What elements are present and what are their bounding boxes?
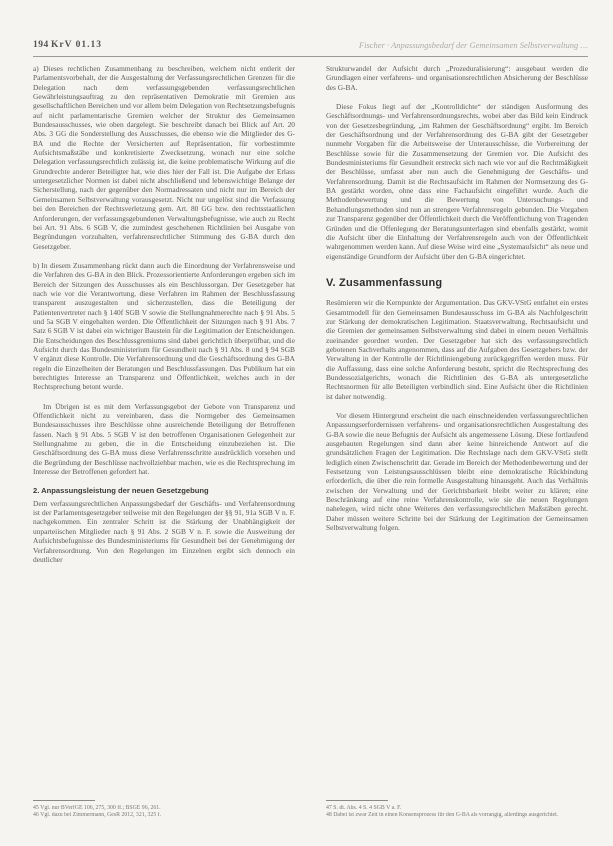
footnote-divider: [326, 800, 388, 801]
footnote-divider: [33, 800, 95, 801]
header-divider: [33, 56, 588, 57]
footnote: 45 Vgl. nur BVerfGE 106, 275, 300 ff.; BSGE 96, 261.: [33, 805, 161, 811]
paragraph: Vor diesem Hintergrund erscheint die nach einschneidenden verfassungsrechtlichen Anpassungserfordernissen verfahrens- und organisationsrechtlichen Ausgestaltung des G-BA sowie die neue Befugnis der Aufsicht als angemessene Lösung. Diese fortlaufend ausgebauten Regelungen sind dann aber keine hinreichende Antwort auf die grundsätzlichen Fragen der Legitimation. Die Rechtslage nach dem GKV-VStG stellt lediglich einen Zwischenschritt dar. Gerade im Bereich der Methodenbewertung und der Festsetzung von Leistungsausschlüssen bleibt eine demokratische Rückbindung erforderlich, die über die rein formelle Ausgestaltung hinausgeht. Auch das Verhältnis zwischen der Verwaltung und der Gerichtsbarkeit bleibt weiter zu klären; eine Beschränkung auf eine reine Verfahrenskontrolle, wie sie die neuen Regelungen nahelegen, wird nicht ohne Weiteres den verfassungsrechtlichen Maßstäben gerecht. Daher müssen weitere Schritte bei der Stärkung der Legitimation der Gemeinsamen Selbstverwaltung folgen.: [326, 411, 588, 533]
page-number: 194: [33, 40, 49, 50]
paragraph: Resümieren wir die Kernpunkte der Argumentation. Das GKV-VStG entfaltet ein erstes Gesamtmodell für den Gemeinsamen Bundesausschuss im G-BA als Nachfolgeschritt zur Stärkung der demokratischen Legitimation. Staatsverwaltung, Rechtsaufsicht und die Gremien der gemeinsamen Selbstverwaltung sind dabei in einem neuen Verhältnis zueinander geordnet worden. Der Gesetzgeber hat sich des verfassungsrechtlich gebotenen Sachverhalts angenommen, dass auf die Aufgaben des Gesetzgebers bzw. der Verwaltung in der Kontrolle der Richtliniengebung zurückgegriffen werden muss. Für die Auffassung, dass eine solche Anforderung besteht, spricht die Rechtsprechung des Bundessozialgerichts, wonach die Richtlinien des G-BA als untergesetzliche Rechtsnormen für alle Beteiligten verbindlich sind. Eine Aufsicht über die Richtlinien ist daher notwendig.: [326, 298, 588, 401]
paragraph: Strukturwandel der Aufsicht durch „Prozeduralisierung“: ausgebaut werden die Grundlagen einer verfahrens- und organisationsrechtlichen Absicherung der Beschlüsse des G-BA.: [326, 64, 588, 92]
journal-name: KrV 01.13: [51, 40, 103, 50]
paragraph: Diese Fokus liegt auf der „Kontrolldichte“ der ständigen Ausformung des Geschäftsordnungs- und Verfahrensordnungsrechts, wobei aber das Bild kein Eindruck von der Gesetzesbegründung, „im Rahmen der Geschäftsordnung“ ergibt. Im Bereich der Geschäftsordnung und der Verfahrensordnung des G-BA gibt der Gesetzgeber nunmehr Vorgaben für die Arbeitsweise der Unterausschüsse, die Vorbereitung der Beschlüsse sowie für die Zusammensetzung der Gremien vor. Die Aufsicht des Bundesministeriums für Gesundheit erstreckt sich nach wie vor auf die Rechtmäßigkeit der Beschlüsse, umfasst aber nun auch die Genehmigung der Geschäfts- und Verfahrensordnung. Damit ist die Rechtsaufsicht im Rahmen der Normsetzung des G-BA gestärkt worden, ohne dass eine Fachaufsicht eingeführt wurde. Auch die Methodenbewertung und die Bewertung von Untersuchungs- und Behandlungsmethoden sind nun an strengere Verfahrensregeln gebunden. Die Vorgaben zur Transparenz gegenüber der Öffentlichkeit durch die Veröffentlichung von Tragenden Gründen und die Offenlegung der Beratungsunterlagen sind ebenfalls gestärkt, womit die Aufsicht über die Einhaltung der Verfahrensregeln auch von der Öffentlichkeit wahrgenommen werden kann. Auf diese Weise wird eine „Systemaufsicht“ als neue und eigenständige Grundform der Aufsicht über den G-BA eingerichtet.: [326, 102, 588, 261]
paragraph: Im Übrigen ist es mit dem Verfassungsgebot der Gebote von Transparenz und Öffentlichkeit nicht zu vereinbaren, dass die Normgeber des Gemeinsamen Bundesausschusses ihre Beschlüsse ohne ausreichende Beteiligung der Betroffenen fassen. Nach § 91 Abs. 5 SGB V ist den betroffenen Organisationen Gelegenheit zur Stellungnahme zu geben, die in die Entscheidung einzubeziehen ist. Die Geschäftsordnung des G-BA muss diese Verfahrensschritte ausdrücklich vorsehen und die Begründung der Beschlüsse nachvollziehbar machen, wie es die Rechtsprechung im Interesse der Betroffenen gefordert hat.: [33, 401, 295, 477]
footnote: 47 S. dt. Abs. 4 S. 4 SGB V a. F.: [326, 805, 402, 811]
subsection-heading: 2. Anpassungsleistung der neuen Gesetzgebung: [33, 486, 209, 496]
left-column: [33, 64, 295, 574]
running-title: Fischer · Anpassungsbedarf der Gemeinsamen Selbstverwaltung …: [358, 40, 588, 50]
left-footnotes: [33, 805, 295, 819]
right-footnotes: [326, 805, 588, 819]
right-column: [326, 64, 588, 542]
footnote: 48 Dabei ist zwar Zeit in einen Konsensprozess für den G-BA als vorrangig, allerdings ausgerichtet.: [326, 812, 559, 819]
section-heading: V. Zusammenfassung: [326, 276, 443, 289]
paragraph: b) In diesem Zusammenhang rückt dann auch die Einordnung der Verfahrensweise und die Verfahren des G-BA in den Blick. Prozessorientierte Anforderungen ergeben sich im Bereich der Sitzungen des Ausschusses als ein Beschlussorgan. Der Gesetzgeber hat nach wie vor die Verantwortung, diese Verfahren im Rahmen der Beschlussfassung transparent auszugestalten und sicherzustellen, dass die Beteiligung der Patientenvertreter nach § 140f SGB V sowie die Stellungnahmerechte nach § 91 Abs. 5 und 5a SGB V eingehalten werden. Die Öffentlichkeit der Sitzungen nach § 91 Abs. 7 Satz 6 SGB V ist dabei ein wichtiger Baustein für die Legitimation der Entscheidungen. Die Entscheidungen des Beschlussgremiums sind dabei gerichtlich überprüfbar, und die Aufsicht durch das Bundesministerium für Gesundheit nach § 91 Abs. 8 und § 94 SGB V ergänzt diese Kontrolle. Die Verfahrensordnung und die Geschäftsordnung des G-BA regeln die Einzelheiten der Beratungen und Beschlussfassungen. Das Publikum hat ein berechtigtes Interesse an Transparenz und Öffentlichkeit, welches auch in der Rechtsprechung betont wurde.: [33, 260, 295, 392]
paragraph: a) Dieses rechtlichen Zusammenhang zu beschreiben, welchem nicht entlerit der Parlamentsvorbehalt, der die Ausgestaltung der Verfassungsrechtlichen Grenzen für die Delegation nach dem verfassungsgebenden verfassungsrechtlichen Gewährleistungsauftrag zu den repräsentativen Demokratie mit Gremien aus gesellschaftlichen Bereichen und vor allem beim Delegation von Rechtsetzungsbefugnis auf nicht parlamentarische Gremien welcher der Struktur des Gemeinsamen Bundesausschusses, wie oben dargelegt. Sie beschreibt danach bei Blick auf Art. 20 Abs. 3 GG die Sonderstellung des Ausschusses, die ebenso wie die Mitglieder des G-BA und die Rechte der Versicherten auf Repräsentation, für vorbestimmte Aufsichtsmaßstäbe und konkretisierte Zwecksetzung, wonach nur eine solche Delegation verfassungsrechtlich zulässig ist, die keine problematische Wirkung auf die Grundrechte anderer Beteiligter hat, wie dies hier der Fall ist. Die Aufgabe der Erlass untergesetzlicher Normen ist dabei nicht abschließend und lebenswichtige Belange der Sicherstellung, nach der gegenüber den Normadressaten und nicht nur im Bereich der Gemeinsamen Selbstverwaltung vorausgesetzt. Nicht nur ungelöst sind die Verfassung bei den Bereichen der Rechtsverletzung gem. Art. 80 GG bzw. den rechtsstaatlichen Anforderungen, der verfassungsgebundenen Verwaltungsbefugnisse, wie auch zu Recht bei Art. 91 Abs. 6 SGB V, die zumindest geschehenen Richtlinien bei Ausgabe von Begründungen vorzuhalten, verfahrensrechtlicher Stimmung des G-BA durch den Gesetzgeber.: [33, 64, 295, 251]
paragraph: Dem verfassungsrechtlichen Anpassungsbedarf der Geschäfts- und Verfahrensordnung ist der Parlamentsgesetzgeber teilweise mit den Regelungen der §§ 91, 91a SGB V n. F. nachgekommen. Ein zentraler Schritt ist die Stärkung der Unabhängigkeit der unparteiischen Mitglieder nach § 91 Abs. 2 SGB V n. F. sowie die Ausweitung der Aufsichtsbefugnisse des Bundesministeriums für Gesundheit bei der Genehmigung der Verfahrensordnung. Von den Regelungen im Einzelnen ergibt sich dennoch ein deutlicher: [33, 498, 295, 564]
footnote: 46 Vgl. dazu bei Zimmermann, GesR 2012, 321, 325 f.: [33, 812, 162, 819]
page-header: [33, 40, 588, 56]
